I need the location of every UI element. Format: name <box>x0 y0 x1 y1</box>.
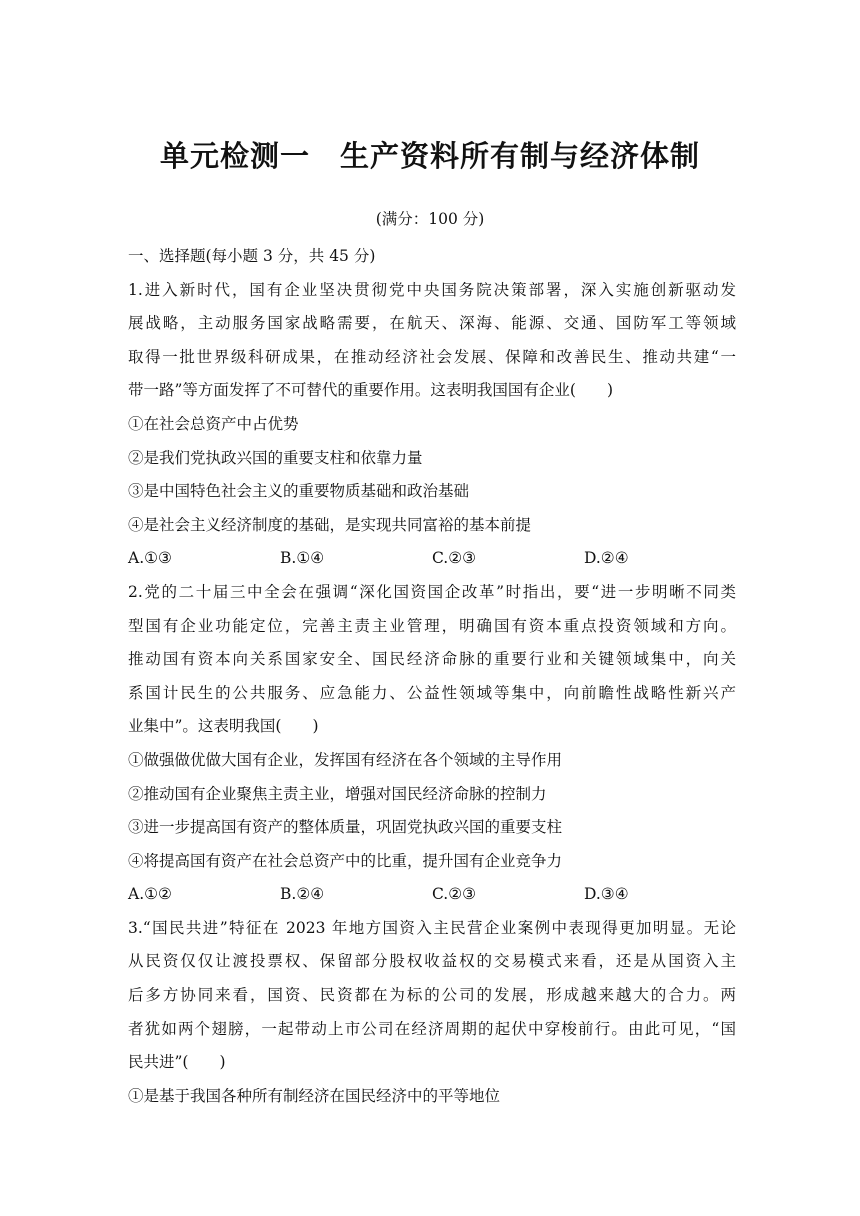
question-stem-line: 者犹如两个翅膀，一起带动上市公司在经济周期的起伏中穿梭前行。由此可见，“国 <box>128 1019 736 1038</box>
question-stem-line: 取得一批世界级科研成果，在推动经济社会发展、保障和改善民生、推动共建“一 <box>128 347 736 366</box>
statement: ③是中国特色社会主义的重要物质基础和政治基础 <box>128 482 470 501</box>
question-stem-line: 从民资仅仅让渡投票权、保留部分股权收益权的交易模式来看，还是从国资入主 <box>128 952 736 971</box>
option-a[interactable]: A.①③ <box>128 549 172 568</box>
statement: ①做强做优做大国有企业，发挥国有经济在各个领域的主导作用 <box>128 750 563 769</box>
statement: ④是社会主义经济制度的基础，是实现共同富裕的基本前提 <box>128 515 532 534</box>
question-stem-line: 推动国有资本向关系国家安全、国民经济命脉的重要行业和关键领域集中，向关 <box>128 650 736 669</box>
option-c[interactable]: C.②③ <box>432 549 477 568</box>
question-stem-line: 带一路”等方面发挥了不可替代的重要作用。这表明我国国有企业( ) <box>128 381 614 400</box>
option-c[interactable]: C.②③ <box>432 885 477 904</box>
question-1 <box>128 274 736 576</box>
statement: ④将提高国有资产在社会总资产中的比重，提升国有企业竞争力 <box>128 851 563 870</box>
question-stem-line: 后多方协同来看，国资、民资都在为标的公司的发展，形成越来越大的合力。两 <box>128 986 736 1005</box>
score-note: (满分：100 分) <box>375 210 485 228</box>
question-stem-line: 3.“国民共进”特征在 2023 年地方国资入主民营企业案例中表现得更加明显。无论 <box>128 918 736 937</box>
statement: ①在社会总资产中占优势 <box>128 414 299 433</box>
document-body <box>128 240 736 1113</box>
question-stem-line: 型国有企业功能定位，完善主责主业管理，明确国有资本重点投资领域和方向。 <box>128 616 736 635</box>
statement: ②推动国有企业聚焦主责主业，增强对国民经济命脉的控制力 <box>128 784 547 803</box>
question-stem-line: 民共进”( ) <box>128 1053 226 1072</box>
question-stem-line: 业集中”。这表明我国( ) <box>128 717 319 736</box>
option-a[interactable]: A.①② <box>128 885 172 904</box>
question-stem-line: 系国计民生的公共服务、应急能力、公益性领域等集中，向前瞻性战略性新兴产 <box>128 683 736 702</box>
statement: ③进一步提高国有资产的整体质量，巩固党执政兴国的重要支柱 <box>128 818 563 837</box>
question-stem-line: 1.进入新时代，国有企业坚决贯彻党中央国务院决策部署，深入实施创新驱动发 <box>128 280 736 299</box>
option-d[interactable]: D.②④ <box>584 549 629 568</box>
statement: ②是我们党执政兴国的重要支柱和依靠力量 <box>128 448 423 467</box>
option-b[interactable]: B.②④ <box>280 885 325 904</box>
answer-options <box>128 542 736 576</box>
statement: ①是基于我国各种所有制经济在国民经济中的平等地位 <box>128 1086 501 1105</box>
question-3 <box>128 912 736 1114</box>
answer-options <box>128 878 736 912</box>
question-stem-line: 展战略，主动服务国家战略需要，在航天、深海、能源、交通、国防军工等领域 <box>128 314 736 333</box>
page-title: 单元检测一 生产资料所有制与经济体制 <box>159 139 700 173</box>
question-2 <box>128 576 736 912</box>
option-d[interactable]: D.③④ <box>584 885 629 904</box>
section-heading: 一、选择题(每小题 3 分，共 45 分) <box>128 247 376 265</box>
question-stem-line: 2.党的二十届三中全会在强调“深化国资国企改革”时指出，要“进一步明晰不同类 <box>128 582 736 601</box>
option-b[interactable]: B.①④ <box>280 549 325 568</box>
